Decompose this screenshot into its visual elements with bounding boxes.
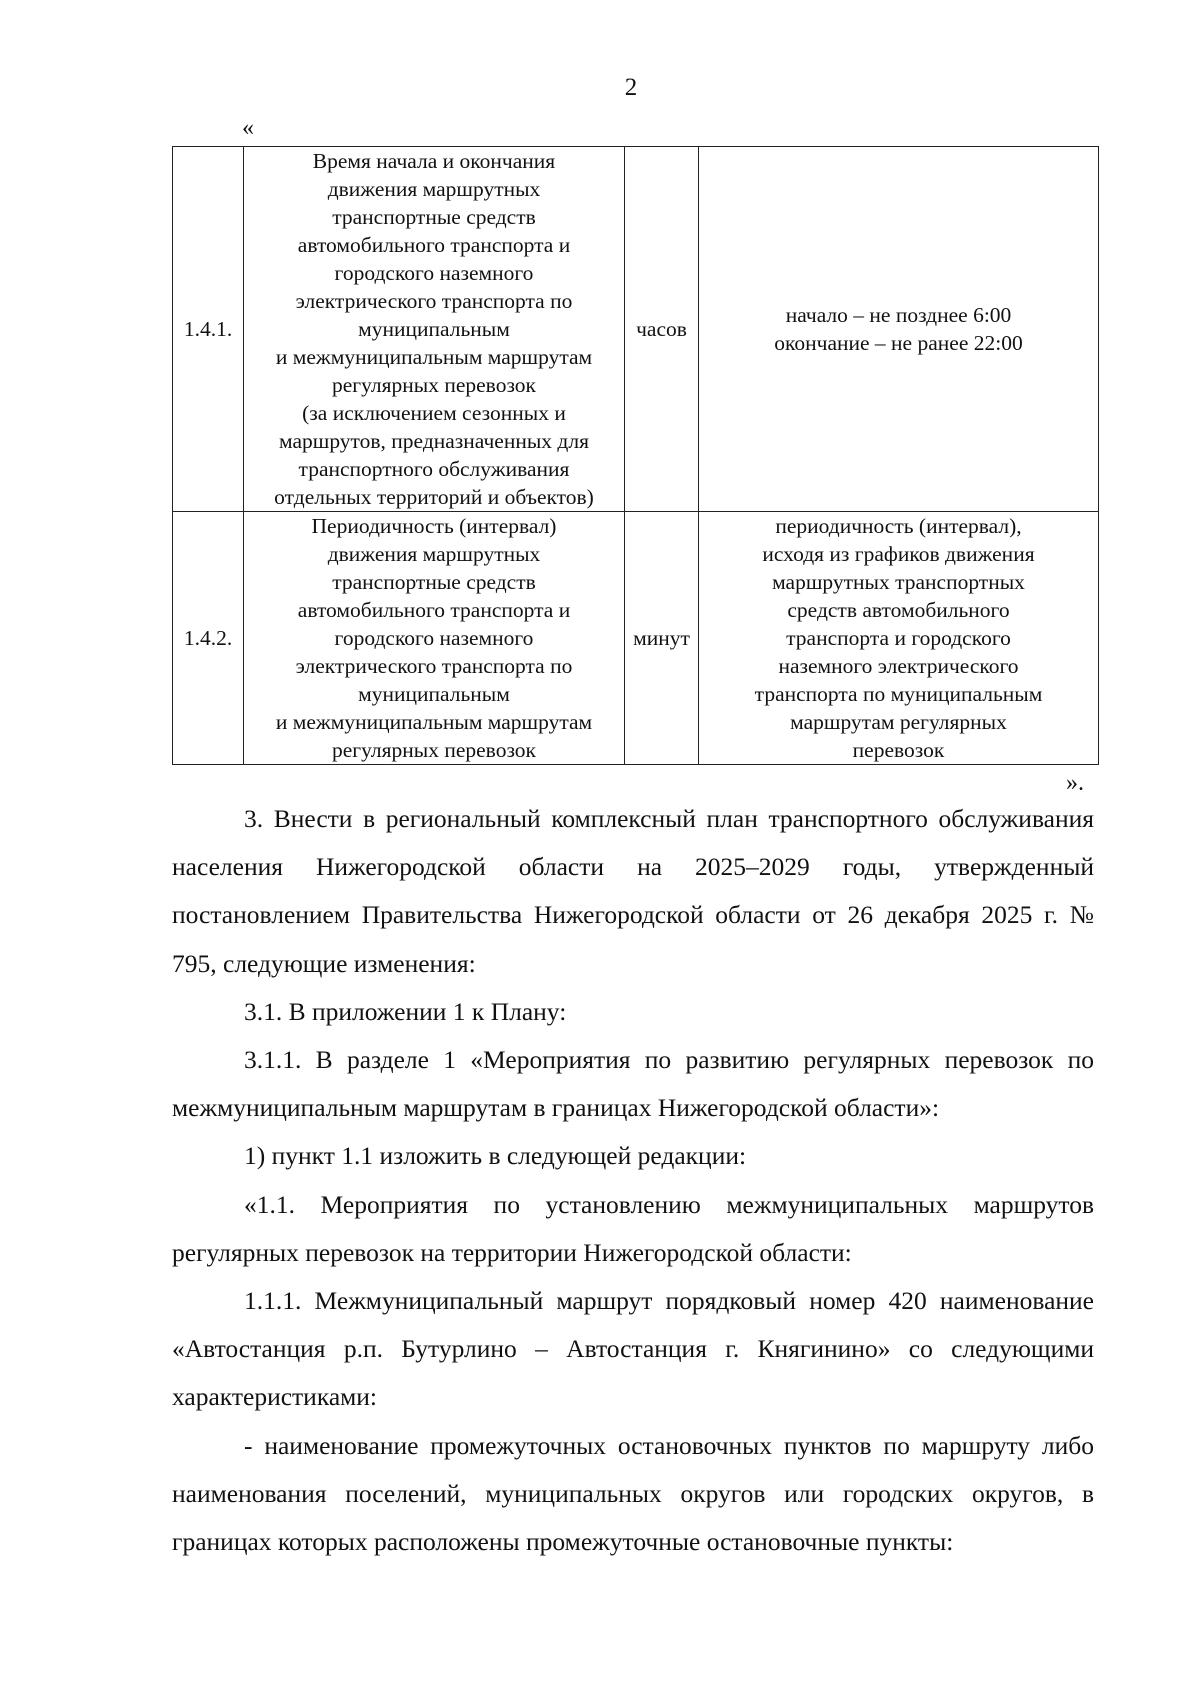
- item-value: периодичность (интервал), исходя из графиков движения маршрутных транспортных средств автомобильного транспорта и городского наземного электрического транспорта по муниципальным маршрутам регулярных перевозок: [699, 512, 1099, 765]
- item-unit: часов: [625, 147, 699, 512]
- document-body: [172, 795, 1094, 1566]
- item-number: 1.4.2.: [173, 512, 244, 765]
- paragraph: 1.1.1. Межмуниципальный маршрут порядковый номер 420 наименование «Автостанция р.п. Бутурлино – Автостанция г. Княгинино» со следующими характеристиками:: [172, 1286, 1094, 1412]
- page-number: 2: [624, 74, 638, 101]
- item-unit: минут: [625, 512, 699, 765]
- quote-close: ».: [1066, 770, 1084, 796]
- quote-open: «: [242, 115, 254, 141]
- paragraph: «1.1. Мероприятия по установлению межмуниципальных маршрутов регулярных перевозок на территории Нижегородской области:: [172, 1189, 1094, 1267]
- paragraph: 3. Внести в региональный комплексный план транспортного обслуживания населения Нижегородской области на 2025–2029 годы, утвержденный постановлением Правительства Нижегородской области от 26 декабря 2025 г. № 795, следующие изменения:: [172, 804, 1094, 978]
- item-number: 1.4.1.: [173, 147, 244, 512]
- spec-table: [172, 146, 1099, 765]
- table-row: [173, 147, 1099, 512]
- paragraph: 3.1.1. В разделе 1 «Мероприятия по развитию регулярных перевозок по межмуниципальным маршрутам в границах Нижегородской области»:: [172, 1045, 1094, 1123]
- paragraph: 1) пункт 1.1 изложить в следующей редакции:: [244, 1141, 747, 1171]
- item-name: Периодичность (интервал) движения маршрутных транспортные средств автомобильного транспорта и городского наземного электрического транспорта по муниципальным и межмуниципальным маршрутам регулярных перевозок: [244, 512, 625, 765]
- paragraph: 3.1. В приложении 1 к Плану:: [244, 996, 567, 1026]
- item-name: Время начала и окончания движения маршрутных транспортные средств автомобильного транспорта и городского наземного электрического транспорта по муниципальным и межмуниципальным маршрутам регулярных перевозок (за исключением сезонных и маршрутов, предназначенных для транспортного обслуживания отдельных территорий и объектов): [244, 147, 625, 512]
- item-value: начало – не позднее 6:00 окончание – не ранее 22:00: [699, 147, 1099, 512]
- table-row: [173, 512, 1099, 765]
- paragraph: - наименование промежуточных остановочных пунктов по маршруту либо наименования поселений, муниципальных округов или городских округов, в границах которых расположены промежуточные остановочные пункты:: [172, 1430, 1094, 1557]
